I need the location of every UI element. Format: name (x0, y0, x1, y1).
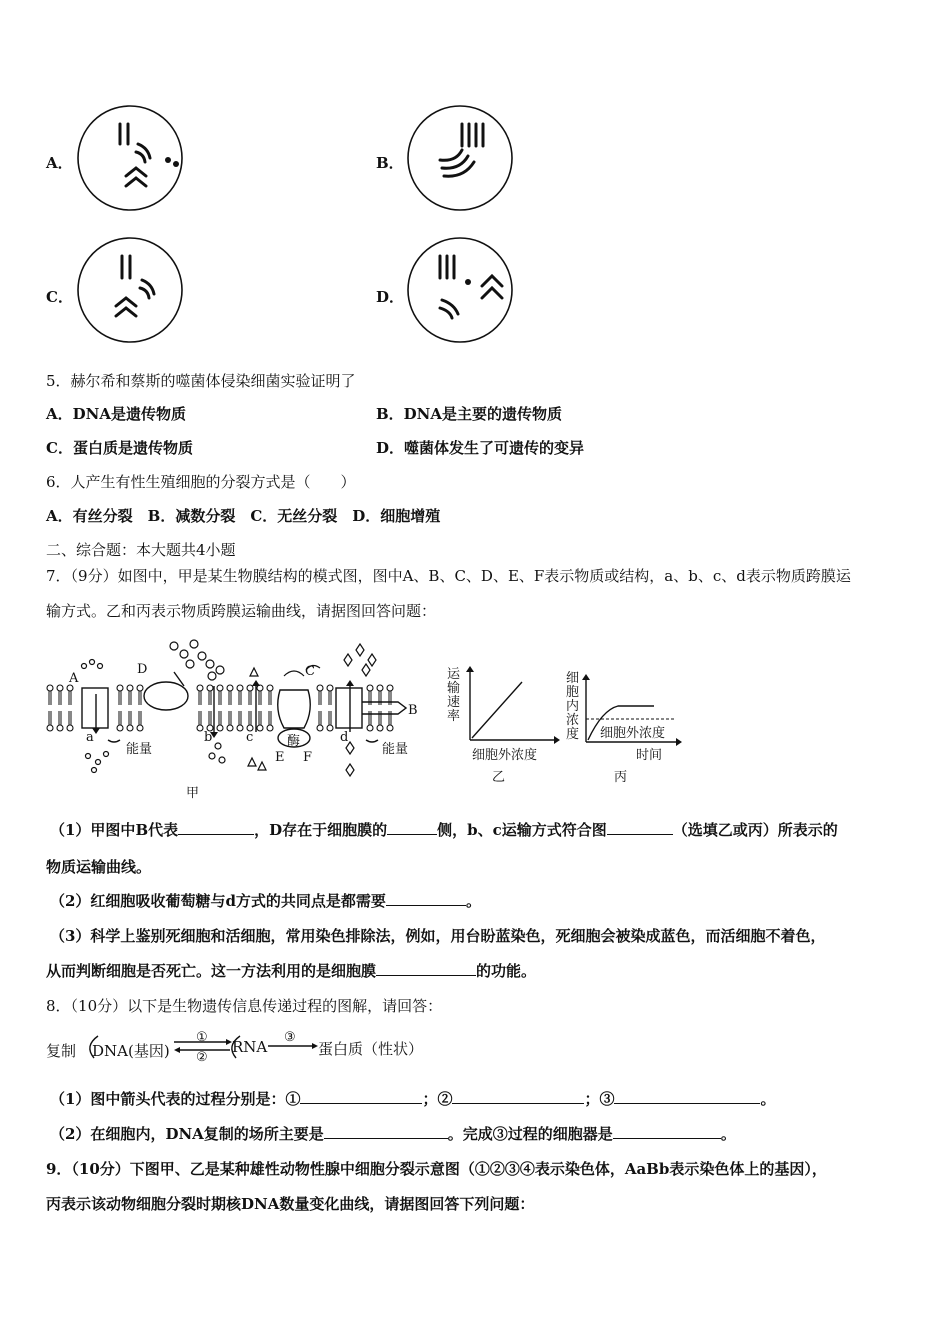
q5-option-b: B．DNA是主要的遗传物质 (376, 405, 563, 423)
label-B: B (408, 703, 418, 718)
bing-xlabel: 时间 (636, 748, 663, 763)
label-yi: 乙 (492, 770, 506, 785)
q8-p1: （1）图中箭头代表的过程分别是：① ；② ；③ 。 (50, 1090, 776, 1108)
cell-diagram-b (406, 104, 516, 214)
label-d: d (340, 730, 349, 745)
label-b: b (204, 730, 213, 745)
q6-stem: 6．人产生有性生殖细胞的分裂方式是（ ） (46, 473, 356, 491)
q7-p3-line2: 从而判断细胞是否死亡。这一方法利用的是细胞膜 的功能。 (46, 962, 537, 980)
label-enzyme: 酶 (287, 734, 301, 749)
q7-p1-line2: 物质运输曲线。 (46, 858, 152, 876)
label-D: D (137, 662, 148, 677)
yi-xlabel: 细胞外浓度 (472, 748, 538, 763)
label-A: A (69, 671, 79, 686)
q8-copy: 复制 (46, 1042, 77, 1060)
q5-option-c: C．蛋白质是遗传物质 (46, 439, 193, 457)
label-energy-2: 能量 (382, 742, 409, 757)
q7-p1-line1: （1）甲图中B代表 ，D存在于细胞膜的 侧，b、c运输方式符合图 （选填乙或丙）所表示的 (50, 821, 838, 839)
cell-diagram-a (76, 104, 186, 214)
q8-rna: RNA (232, 1038, 268, 1056)
q7-stem-line1: 7．（9分）如图中，甲是某生物膜结构的模式图，图中A、B、C、D、E、F表示物质或结构，a、b、c、d表示物质跨膜运 (46, 567, 851, 585)
label-E: E (275, 750, 285, 765)
q6-options: A．有丝分裂 B．减数分裂 C．无丝分裂 D．细胞增殖 (46, 507, 441, 525)
option-c-label: C． (46, 288, 73, 306)
graph-yi (462, 668, 562, 748)
label-c: c (246, 730, 254, 745)
yi-curve (472, 682, 522, 738)
q8-arrow-3: ③ (284, 1030, 296, 1045)
q8-stem: 8．（10分）以下是生物遗传信息传递过程的图解，请回答： (46, 997, 443, 1015)
cell-diagram-d (406, 236, 516, 346)
bing-ylabel: 细胞内浓度 (566, 671, 580, 742)
q8-protein: 蛋白质（性状） (318, 1040, 424, 1058)
yi-ylabel: 运输速率 (447, 667, 461, 724)
q8-arrow-1: ① (196, 1030, 208, 1045)
label-F: F (303, 750, 313, 765)
label-a: a (86, 730, 94, 745)
q9-stem-line1: 9．（10分）下图甲、乙是某种雄性动物性腺中细胞分裂示意图（①②③④表示染色体，AaBb表示染色体上的基因）， (46, 1160, 827, 1178)
label-C: C (305, 664, 315, 679)
q5-stem: 5．赫尔希和蔡斯的噬菌体侵染细菌实验证明了 (46, 372, 356, 390)
label-bing: 丙 (614, 770, 628, 785)
q7-stem-line2: 输方式。乙和丙表示物质跨膜运输曲线，请据图回答问题： (46, 602, 437, 620)
option-a-label: A． (46, 154, 73, 172)
q7-p3-line1: （3）科学上鉴别死细胞和活细胞，常用染色排除法，例如，用台盼蓝染色，死细胞会被染成蓝色，而活细胞不着色， (50, 927, 826, 945)
cell-diagram-c (76, 236, 186, 346)
label-energy-1: 能量 (126, 742, 153, 757)
option-d-label: D． (376, 288, 405, 306)
q7-p2: （2）红细胞吸收葡萄糖与d方式的共同点是都需要 。 (50, 892, 481, 910)
section-title: 二、综合题：本大题共4小题 (46, 541, 236, 559)
q8-arrow-2: ② (196, 1050, 208, 1065)
membrane-figure-jia (44, 636, 424, 800)
bing-legend: 细胞外浓度 (600, 726, 666, 741)
option-b-label: B． (376, 154, 404, 172)
q8-dna: DNA(基因) (92, 1042, 170, 1060)
q9-stem-line2: 丙表示该动物细胞分裂时期核DNA数量变化曲线，请据图回答下列问题： (46, 1195, 535, 1213)
q8-p2: （2）在细胞内，DNA复制的场所主要是 。完成③过程的细胞器是 。 (50, 1125, 736, 1143)
q5-option-a: A．DNA是遗传物质 (46, 405, 186, 423)
q5-option-d: D．噬菌体发生了可遗传的变异 (376, 439, 585, 457)
label-jia: 甲 (186, 786, 200, 801)
